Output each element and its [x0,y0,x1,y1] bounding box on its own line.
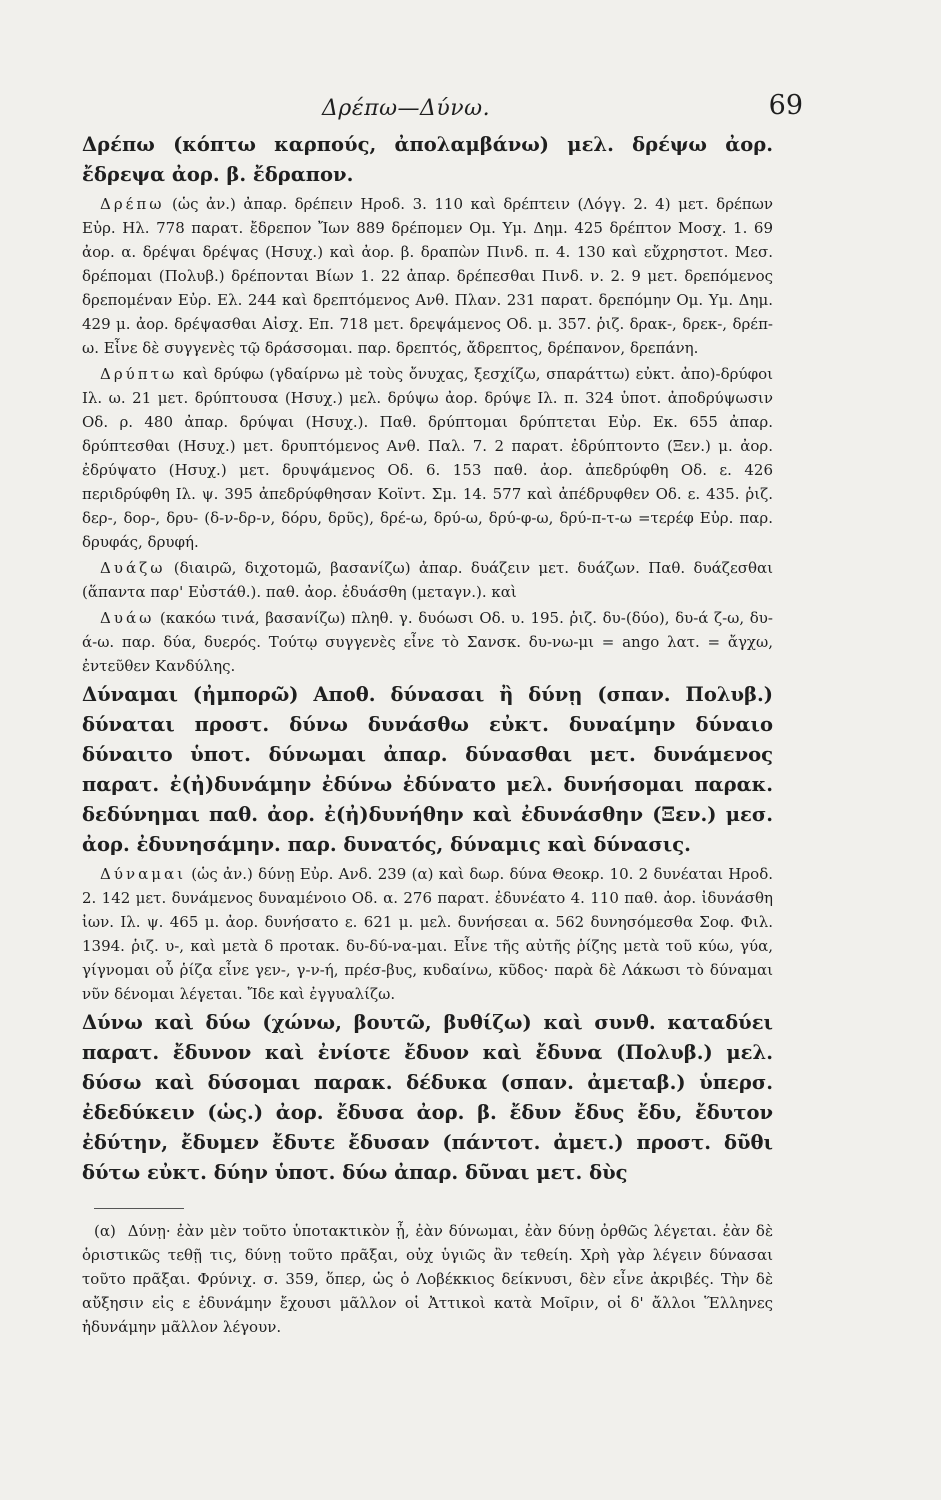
entry-text: καὶ δύω (χώνω, βουτῶ, βυθίζω) καὶ συνθ. καταδύει παρατ. ἔδυνον καὶ ἐνίοτε ἔδυον καὶ ἔδυνα (Πολυβ.) μελ. δύσω καὶ δύσομαι παρακ. δέδυκα (σπαν. ἀμεταβ.) ὑπερσ. ἐδεδύκειν (ὡς.) ἀορ. ἔδυσα ἀορ. β. ἔδυν ἔδυς ἔδυ, ἔδυτον ἐδύτην, ἔδυμεν ἔδυτε ἔδυσαν (πάντοτ. ἀμετ.) προστ. δῦθι δύτω εὐκτ. δύην ὑποτ. δύω ἀπαρ. δῦναι μετ. δὺς [82,1011,773,1184]
entry-text: (διαιρῶ, διχοτομῶ, βασανίζω) ἀπαρ. δυάζειν μετ. δυάζων. Παθ. δυάζεσθαι (ἅπαντα παρ' Εὐστάθ.). παθ. ἀορ. ἐδυάσθη (μεταγν.). καὶ [82,559,773,601]
entry-text: (ὡς ἀν.) δύνῃ Εὐρ. Ανδ. 239 (α) καὶ δωρ. δύνα Θεοκρ. 10. 2 δυνέαται Ηροδ. 2. 142 μετ. δυνάμενος δυναμένοιο Οδ. α. 276 παρατ. ἐδυνέατο 4. 110 παθ. ἀορ. ἰδυνάσθη ἰων. Ιλ. ψ. 465 μ. ἀορ. δυνήσατο ε. 621 μ. μελ. δυνήσεαι α. 562 δυνησόμεσθα Σοφ. Φιλ. 1394. ῥιζ. υ-, καὶ μετὰ δ προτακ. δυ-δύ-να-μαι. Εἶνε τῆς αὐτῆς ῥίζης μετὰ τοῦ κύω, γύα, γίγνομαι οὗ ῥίζα εἶνε γεν-, γ-ν-ή, πρέσ-βυς, κυδαίνω, κῦδος· παρὰ δὲ Λάκωσι τὸ δύναμαι νῦν δένομαι λέγεται. Ἴδε καὶ ἐγγυαλίζω. [82,865,773,1003]
entry-text: (ὡς ἀν.) ἀπαρ. δρέπειν Ηροδ. 3. 110 καὶ δρέπτειν (Λόγγ. 2. 4) μετ. δρέπων Εὐρ. Ηλ. 778 παρατ. ἔδρεπον Ἴων 889 δρέπομεν Ομ. Υμ. Δημ. 425 δρέπτον Μοσχ. 1. 69 ἀορ. α. δρέψαι δρέψας (Ησυχ.) καὶ ἀορ. β. δραπὼν Πινδ. π. 4. 130 καὶ εὔχρηστοτ. Μεσ. δρέπομαι (Πολυβ.) δρέπονται Βίων 1. 22 ἀπαρ. δρέπεσθαι Πινδ. ν. 2. 9 μετ. δρεπόμενος δρεπομέναν Εὐρ. Ελ. 244 καὶ δρεπτόμενος Ανθ. Πλαν. 231 παρατ. δρεπόμην Ομ. Υμ. Δημ. 429 μ. ἀορ. δρέψασθαι Αἰσχ. Επ. 718 μετ. δρεψάμενος Οδ. μ. 357. ῥιζ. δρακ-, δρεκ-, δρέπ-ω. Εἶνε δὲ συγγενὲς τῷ δράσσομαι. παρ. δρεπτός, ἄδρεπτος, δρέπανον, δρεπάνη. [82,195,773,357]
entry-dynamai-detail [82,862,773,1006]
running-head: Δρέπω—Δύνω. [322,96,491,121]
footnote-mark: (α) [94,1222,116,1240]
footnote-divider [94,1208,184,1209]
entry-lemma: Δυάζω [100,559,166,577]
page-header [82,84,803,126]
entry-lemma: Δρύπτω [100,365,178,383]
entry-lemma: Δύνω [82,1011,143,1034]
entry-text: (κόπτω καρπούς, ἀπολαμβάνω) μελ. δρέψω ἀορ. ἔδρεψα ἀορ. β. ἔδραπον. [82,133,773,186]
entry-dynamai-main [82,680,773,860]
entry-drepo-detail [82,192,773,360]
entry-text: (κακόω τινά, βασανίζω) πληθ. γ. δυόωσι Οδ. υ. 195. ῥιζ. δυ-(δύο), δυ-ά ζ-ω, δυ-ά-ω. παρ. δύα, δυερός. Τούτῳ συγγενὲς εἶνε τὸ Σανσκ. δυ-νω-μι = ango λατ. = ἄγχω, ἐντεῦθεν Κανδύλης. [82,609,773,675]
entry-drypto [82,362,773,554]
footnote [82,1219,773,1339]
entry-dyao [82,606,773,678]
entry-dyno-main [82,1008,773,1188]
entry-lemma: Δύναμαι [82,683,178,706]
entry-text: (ἠμπορῶ) Αποθ. δύνασαι ἢ δύνῃ (σπαν. Πολυβ.) δύναται προστ. δύνω δυνάσθω εὐκτ. δυναίμην δύναιο δύναιτο ὑποτ. δύνωμαι ἀπαρ. δύνασθαι μετ. δυνάμενος παρατ. ἐ(ἠ)δυνάμην ἐδύνω ἐδύνατο μελ. δυνήσομαι παρακ. δεδύνημαι παθ. ἀορ. ἐ(ἠ)δυνήθην καὶ ἐδυνάσθην (Ξεν.) μεσ. ἀορ. ἐδυνησάμην. παρ. δυνατός, δύναμις καὶ δύνασις. [82,683,773,856]
entry-drepo-main [82,130,773,190]
entry-lemma: Δρέπω [82,133,155,156]
entry-dyazo [82,556,773,604]
entry-lemma: Δρέπω [100,195,165,213]
entry-lemma: Δυάω [100,609,155,627]
entry-text: καὶ δρύφω (γδαίρνω μὲ τοὺς ὄνυχας, ξεσχίζω, σπαράττω) εὐκτ. ἀπο)-δρύφοι Ιλ. ω. 21 μετ. δρύπτουσα (Ησυχ.) μελ. δρύψω ἀορ. δρύψε Ιλ. π. 324 ὑποτ. ἀποδρύψωσιν Οδ. ρ. 480 ἀπαρ. δρύψαι (Ησυχ.). Παθ. δρύπτομαι δρύπτεται Εὐρ. Εκ. 655 ἀπαρ. δρύπτεσθαι (Ησυχ.) μετ. δρυπτόμενος Ανθ. Παλ. 7. 2 παρατ. ἐδρύπτοντο (Ξεν.) μ. ἀορ. ἐδρύψατο (Ησυχ.) μετ. δρυψάμενος Οδ. 6. 153 παθ. ἀορ. ἀπεδρύφθη Οδ. ε. 426 περιδρύφθη Ιλ. ψ. 395 ἀπεδρύφθησαν Κοϊντ. Σμ. 14. 577 καὶ ἀπέδρυφθεν Οδ. ε. 435. ῥιζ. δερ-, δορ-, δρυ- (δ-ν-δρ-ν, δόρυ, δρῦς), δρέ-ω, δρύ-ω, δρύ-φ-ω, δρύ-π-τ-ω =τερέφ Εὐρ. παρ. δρυφάς, δρυφή. [82,365,773,551]
entry-lemma: Δύναμαι [100,865,186,883]
footnote-text: Δύνῃ· ἐὰν μὲν τοῦτο ὑποτακτικὸν ᾖ, ἐὰν δύνωμαι, ἐὰν δύνῃ ὀρθῶς λέγεται. ἐὰν δὲ ὁριστικῶς τεθῇ τις, δύνῃ τοῦτο πρᾶξαι, οὐχ ὑγιῶς ἂν τεθείη. Χρὴ γὰρ λέγειν δύνασαι τοῦτο πρᾶξαι. Φρύνιχ. σ. 359, ὅπερ, ὡς ὁ Λοβέκκιος δείκνυσι, δὲν εἶνε ἀκριβές. Τὴν δὲ αὔξησιν εἰς ε ἐδυνάμην ἔχουσι μᾶλλον οἱ Ἀττικοὶ κατὰ Μοῖριν, οἱ δ' ἄλλοι Ἕλληνες ἠδυνάμην μᾶλλον λέγουν. [82,1222,773,1336]
page-number: 69 [768,90,803,121]
